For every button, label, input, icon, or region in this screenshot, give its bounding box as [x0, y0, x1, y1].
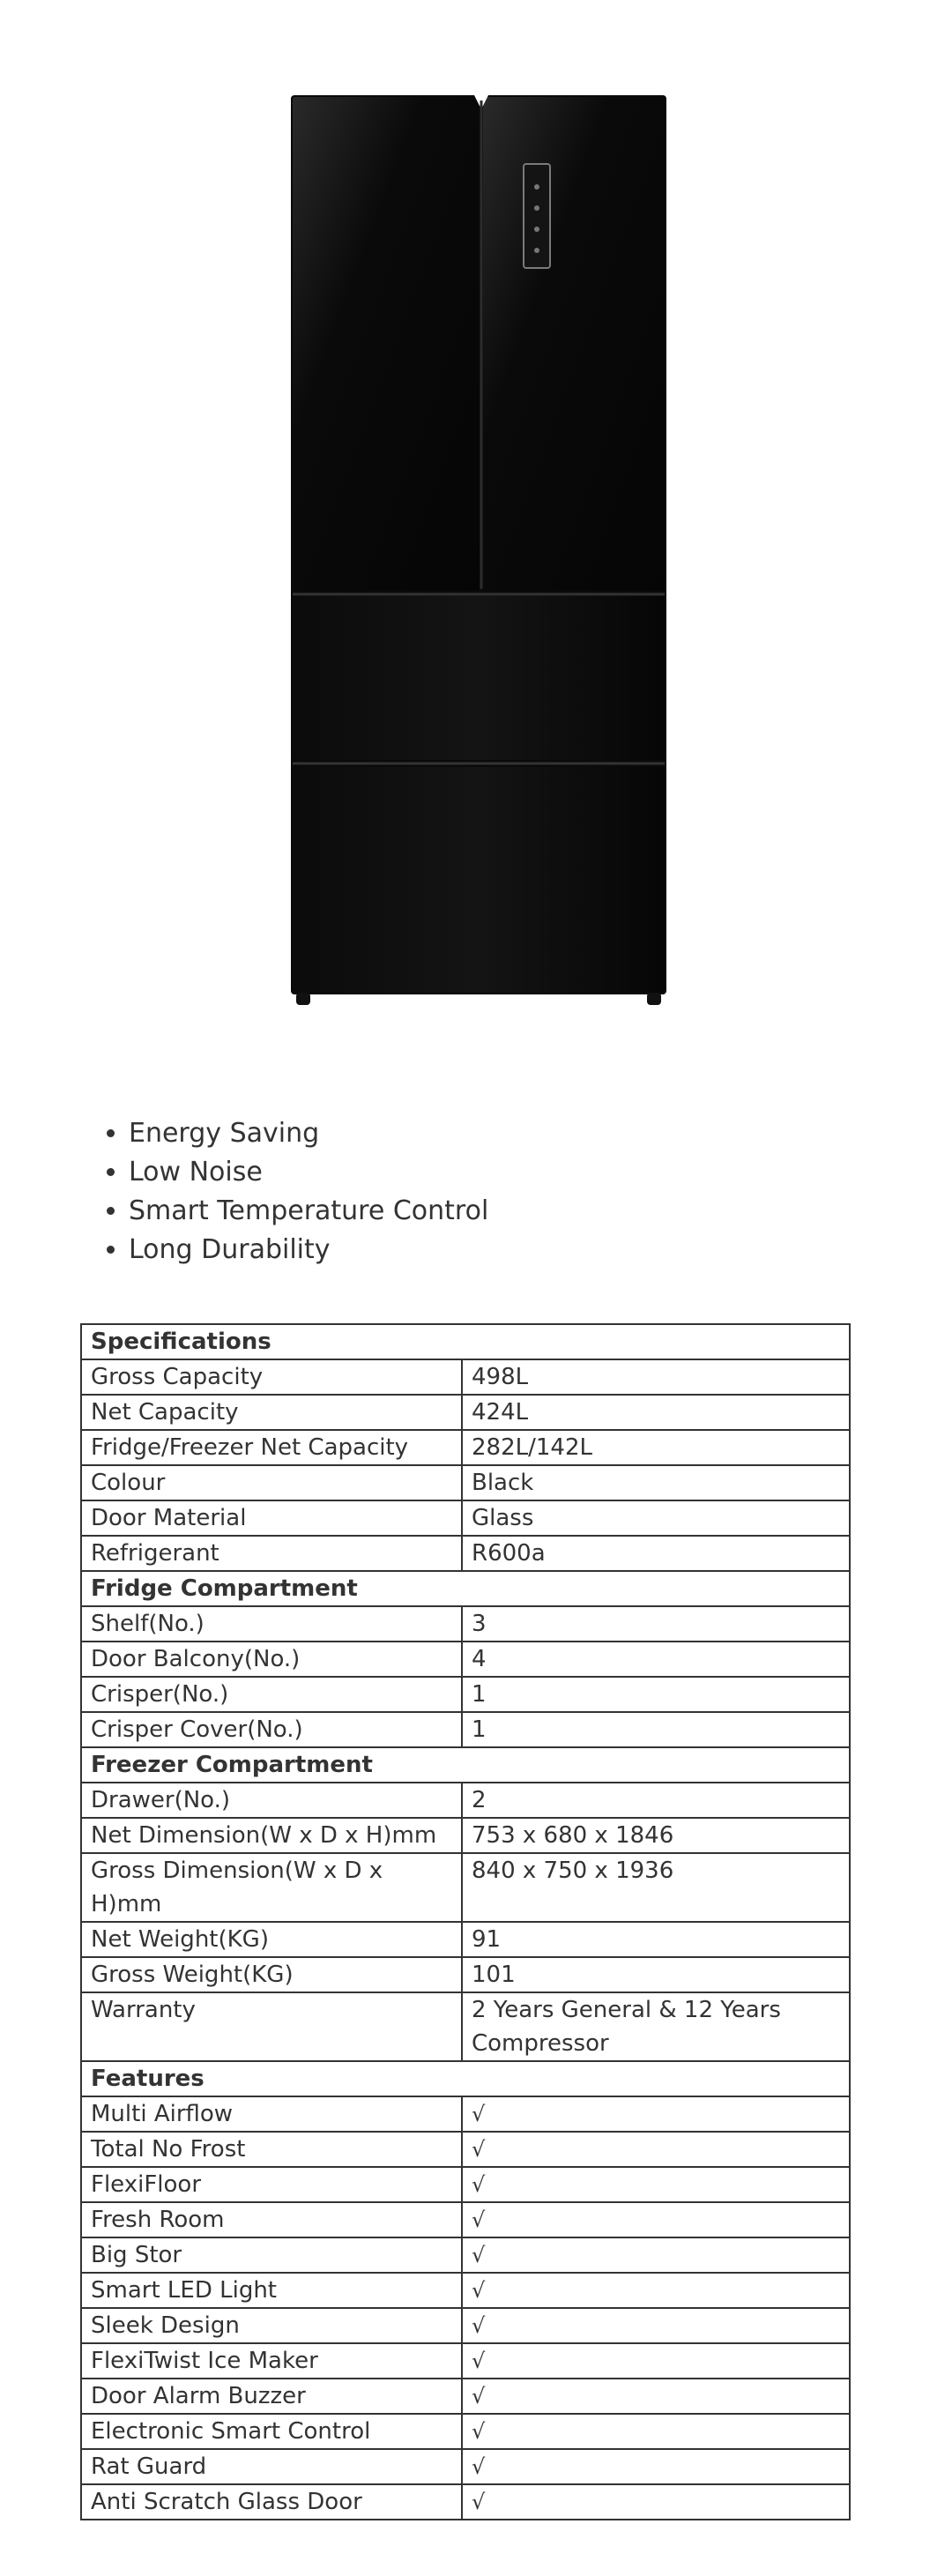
table-row: [81, 1677, 850, 1712]
table-row: [81, 2343, 850, 2379]
spec-label: Gross Weight(KG): [81, 1957, 462, 1992]
check-mark: √: [462, 2202, 850, 2237]
highlight-item: • Smart Temperature Control: [129, 1192, 488, 1231]
table-row: [81, 2308, 850, 2343]
spec-label: Door Alarm Buzzer: [81, 2379, 462, 2414]
spec-value: 424L: [462, 1395, 850, 1430]
table-row: [81, 1957, 850, 1992]
table-row: [81, 1818, 850, 1853]
table-row: [81, 2484, 850, 2520]
check-mark: √: [462, 2096, 850, 2132]
product-image: [282, 88, 670, 1014]
table-row: [81, 2237, 850, 2273]
spec-label: Gross Capacity: [81, 1359, 462, 1395]
check-mark: √: [462, 2343, 850, 2379]
check-mark: √: [462, 2484, 850, 2520]
check-mark: √: [462, 2237, 850, 2273]
spec-label: Shelf(No.): [81, 1606, 462, 1642]
spec-value: 3: [462, 1606, 850, 1642]
spec-value: 840 x 750 x 1936: [462, 1853, 850, 1922]
table-row: [81, 1853, 850, 1922]
spec-label: Crisper Cover(No.): [81, 1712, 462, 1747]
table-row: [81, 1500, 850, 1536]
spec-value: 4: [462, 1642, 850, 1677]
spec-label: Net Capacity: [81, 1395, 462, 1430]
spec-label: Rat Guard: [81, 2449, 462, 2484]
spec-value: 1: [462, 1712, 850, 1747]
table-row: [81, 1395, 850, 1430]
spec-value: 2 Years General & 12 Years Compressor: [462, 1992, 850, 2061]
table-row: [81, 2167, 850, 2202]
spec-label: Colour: [81, 1465, 462, 1500]
spec-value: Black: [462, 1465, 850, 1500]
spec-value: R600a: [462, 1536, 850, 1571]
spec-label: Fridge/Freezer Net Capacity: [81, 1430, 462, 1465]
table-row: [81, 1712, 850, 1747]
spec-label: Door Balcony(No.): [81, 1642, 462, 1677]
feature-highlights: [88, 1114, 488, 1269]
section-row-specifications: [81, 1324, 850, 1359]
table-row: [81, 2132, 850, 2167]
check-mark: √: [462, 2308, 850, 2343]
spec-label: Net Dimension(W x D x H)mm: [81, 1818, 462, 1853]
spec-label: FlexiTwist Ice Maker: [81, 2343, 462, 2379]
highlight-item: • Long Durability: [129, 1231, 488, 1269]
check-mark: √: [462, 2449, 850, 2484]
spec-label: Gross Dimension(W x D x H)mm: [81, 1853, 462, 1922]
spec-label: FlexiFloor: [81, 2167, 462, 2202]
spec-label: Fresh Room: [81, 2202, 462, 2237]
section-row-freezer-compartment: [81, 1747, 850, 1783]
spec-value: 91: [462, 1922, 850, 1957]
spec-label: Sleek Design: [81, 2308, 462, 2343]
section-title: Freezer Compartment: [81, 1747, 850, 1783]
spec-value: 1: [462, 1677, 850, 1712]
table-row: [81, 1606, 850, 1642]
table-row: [81, 2414, 850, 2449]
spec-label: Electronic Smart Control: [81, 2414, 462, 2449]
spec-value: 498L: [462, 1359, 850, 1395]
table-row: [81, 2273, 850, 2308]
spec-label: Anti Scratch Glass Door: [81, 2484, 462, 2520]
check-mark: √: [462, 2167, 850, 2202]
spec-label: Total No Frost: [81, 2132, 462, 2167]
section-row-fridge-compartment: [81, 1571, 850, 1606]
highlight-item: • Energy Saving: [129, 1114, 488, 1153]
section-row-features: [81, 2061, 850, 2096]
table-row: [81, 1783, 850, 1818]
section-title: Features: [81, 2061, 850, 2096]
table-row: [81, 1430, 850, 1465]
table-row: [81, 2202, 850, 2237]
spec-label: Smart LED Light: [81, 2273, 462, 2308]
section-title: Fridge Compartment: [81, 1571, 850, 1606]
spec-label: Drawer(No.): [81, 1783, 462, 1818]
spec-value: 282L/142L: [462, 1430, 850, 1465]
table-row: [81, 2379, 850, 2414]
spec-label: Crisper(No.): [81, 1677, 462, 1712]
section-title: Specifications: [81, 1324, 850, 1359]
spec-label: Multi Airflow: [81, 2096, 462, 2132]
spec-label: Big Stor: [81, 2237, 462, 2273]
specifications-table: [80, 1323, 851, 2520]
spec-label: Refrigerant: [81, 1536, 462, 1571]
spec-label: Door Material: [81, 1500, 462, 1536]
spec-value: 101: [462, 1957, 850, 1992]
table-row: [81, 2096, 850, 2132]
highlight-item: • Low Noise: [129, 1153, 488, 1192]
table-row: [81, 1992, 850, 2061]
check-mark: √: [462, 2379, 850, 2414]
check-mark: √: [462, 2414, 850, 2449]
spec-label: Warranty: [81, 1992, 462, 2061]
spec-value: 753 x 680 x 1846: [462, 1818, 850, 1853]
table-row: [81, 1359, 850, 1395]
spec-value: Glass: [462, 1500, 850, 1536]
table-row: [81, 1922, 850, 1957]
check-mark: √: [462, 2273, 850, 2308]
table-row: [81, 1642, 850, 1677]
table-row: [81, 1536, 850, 1571]
spec-label: Net Weight(KG): [81, 1922, 462, 1957]
check-mark: √: [462, 2132, 850, 2167]
spec-value: 2: [462, 1783, 850, 1818]
table-row: [81, 1465, 850, 1500]
table-row: [81, 2449, 850, 2484]
